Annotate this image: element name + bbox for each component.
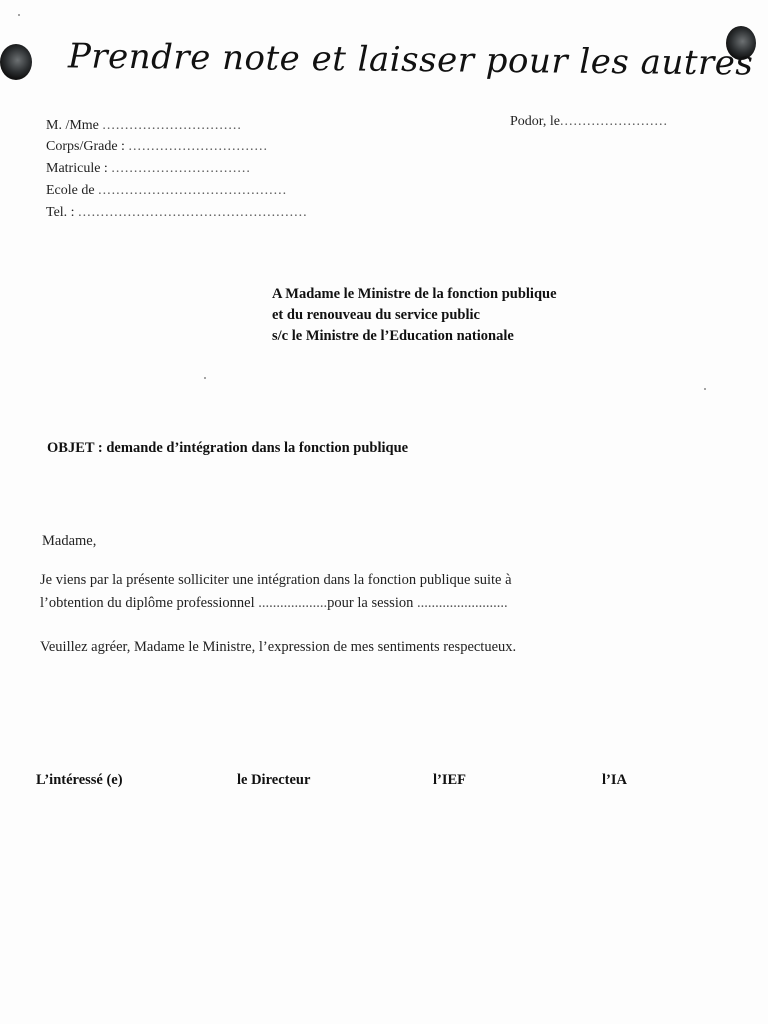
sender-matricule-value: ............................... xyxy=(111,161,251,176)
sender-ecole-label: Ecole de xyxy=(46,183,95,198)
sender-ecole-value: .......................................... xyxy=(98,183,288,198)
letter-subject: OBJET : demande d’intégration dans la fonction publique xyxy=(47,440,409,456)
place-date-value: ........................ xyxy=(560,114,668,129)
scan-speck xyxy=(704,388,706,390)
sender-name-field xyxy=(46,118,242,134)
signature-ia: l’IA xyxy=(602,772,627,788)
sender-matricule-label: Matricule : xyxy=(46,161,108,176)
closing-line: Veuillez agréer, Madame le Ministre, l’expression de mes sentiments respectueux. xyxy=(40,639,517,655)
sender-tel-value: ................................................... xyxy=(78,205,308,220)
recipient-line: et du renouveau du service public xyxy=(272,307,480,323)
recipient-line: s/c le Ministre de l’Education nationale xyxy=(272,328,514,344)
session-blank: ......................... xyxy=(416,595,508,611)
body-line: Je viens par la présente solliciter une intégration dans la fonction publique suite à xyxy=(40,572,512,588)
place-date-field xyxy=(510,114,668,130)
sender-corps-value: ............................... xyxy=(128,139,268,154)
body-line-text: l’obtention du diplôme professionnel xyxy=(40,595,255,611)
diploma-blank: ................... xyxy=(258,595,328,611)
signature-ief: l’IEF xyxy=(433,772,467,788)
body-line-2 xyxy=(40,595,508,612)
sender-name-value: ............................... xyxy=(102,118,242,133)
scan-speck xyxy=(18,14,20,16)
recipient-line: A Madame le Ministre de la fonction publique xyxy=(272,286,557,302)
sender-tel-label: Tel. : xyxy=(46,205,75,220)
handwritten-note: Prendre note et laisser pour les autres xyxy=(67,36,754,84)
recipient-block xyxy=(272,284,557,347)
sender-name-label: M. /Mme xyxy=(46,118,99,133)
sender-corps-label: Corps/Grade : xyxy=(46,139,125,154)
sender-matricule-field xyxy=(46,161,251,177)
sender-ecole-field xyxy=(46,183,287,199)
salutation: Madame, xyxy=(42,533,97,549)
sender-tel-field xyxy=(46,205,308,221)
body-line-text: pour la session xyxy=(327,595,414,611)
sender-corps-field xyxy=(46,139,268,155)
signature-interesse: L’intéressé (e) xyxy=(36,772,123,788)
scan-speck xyxy=(204,377,206,379)
signature-directeur: le Directeur xyxy=(237,772,311,788)
place-date-label: Podor, le xyxy=(510,114,560,129)
punch-hole-left xyxy=(0,44,32,80)
